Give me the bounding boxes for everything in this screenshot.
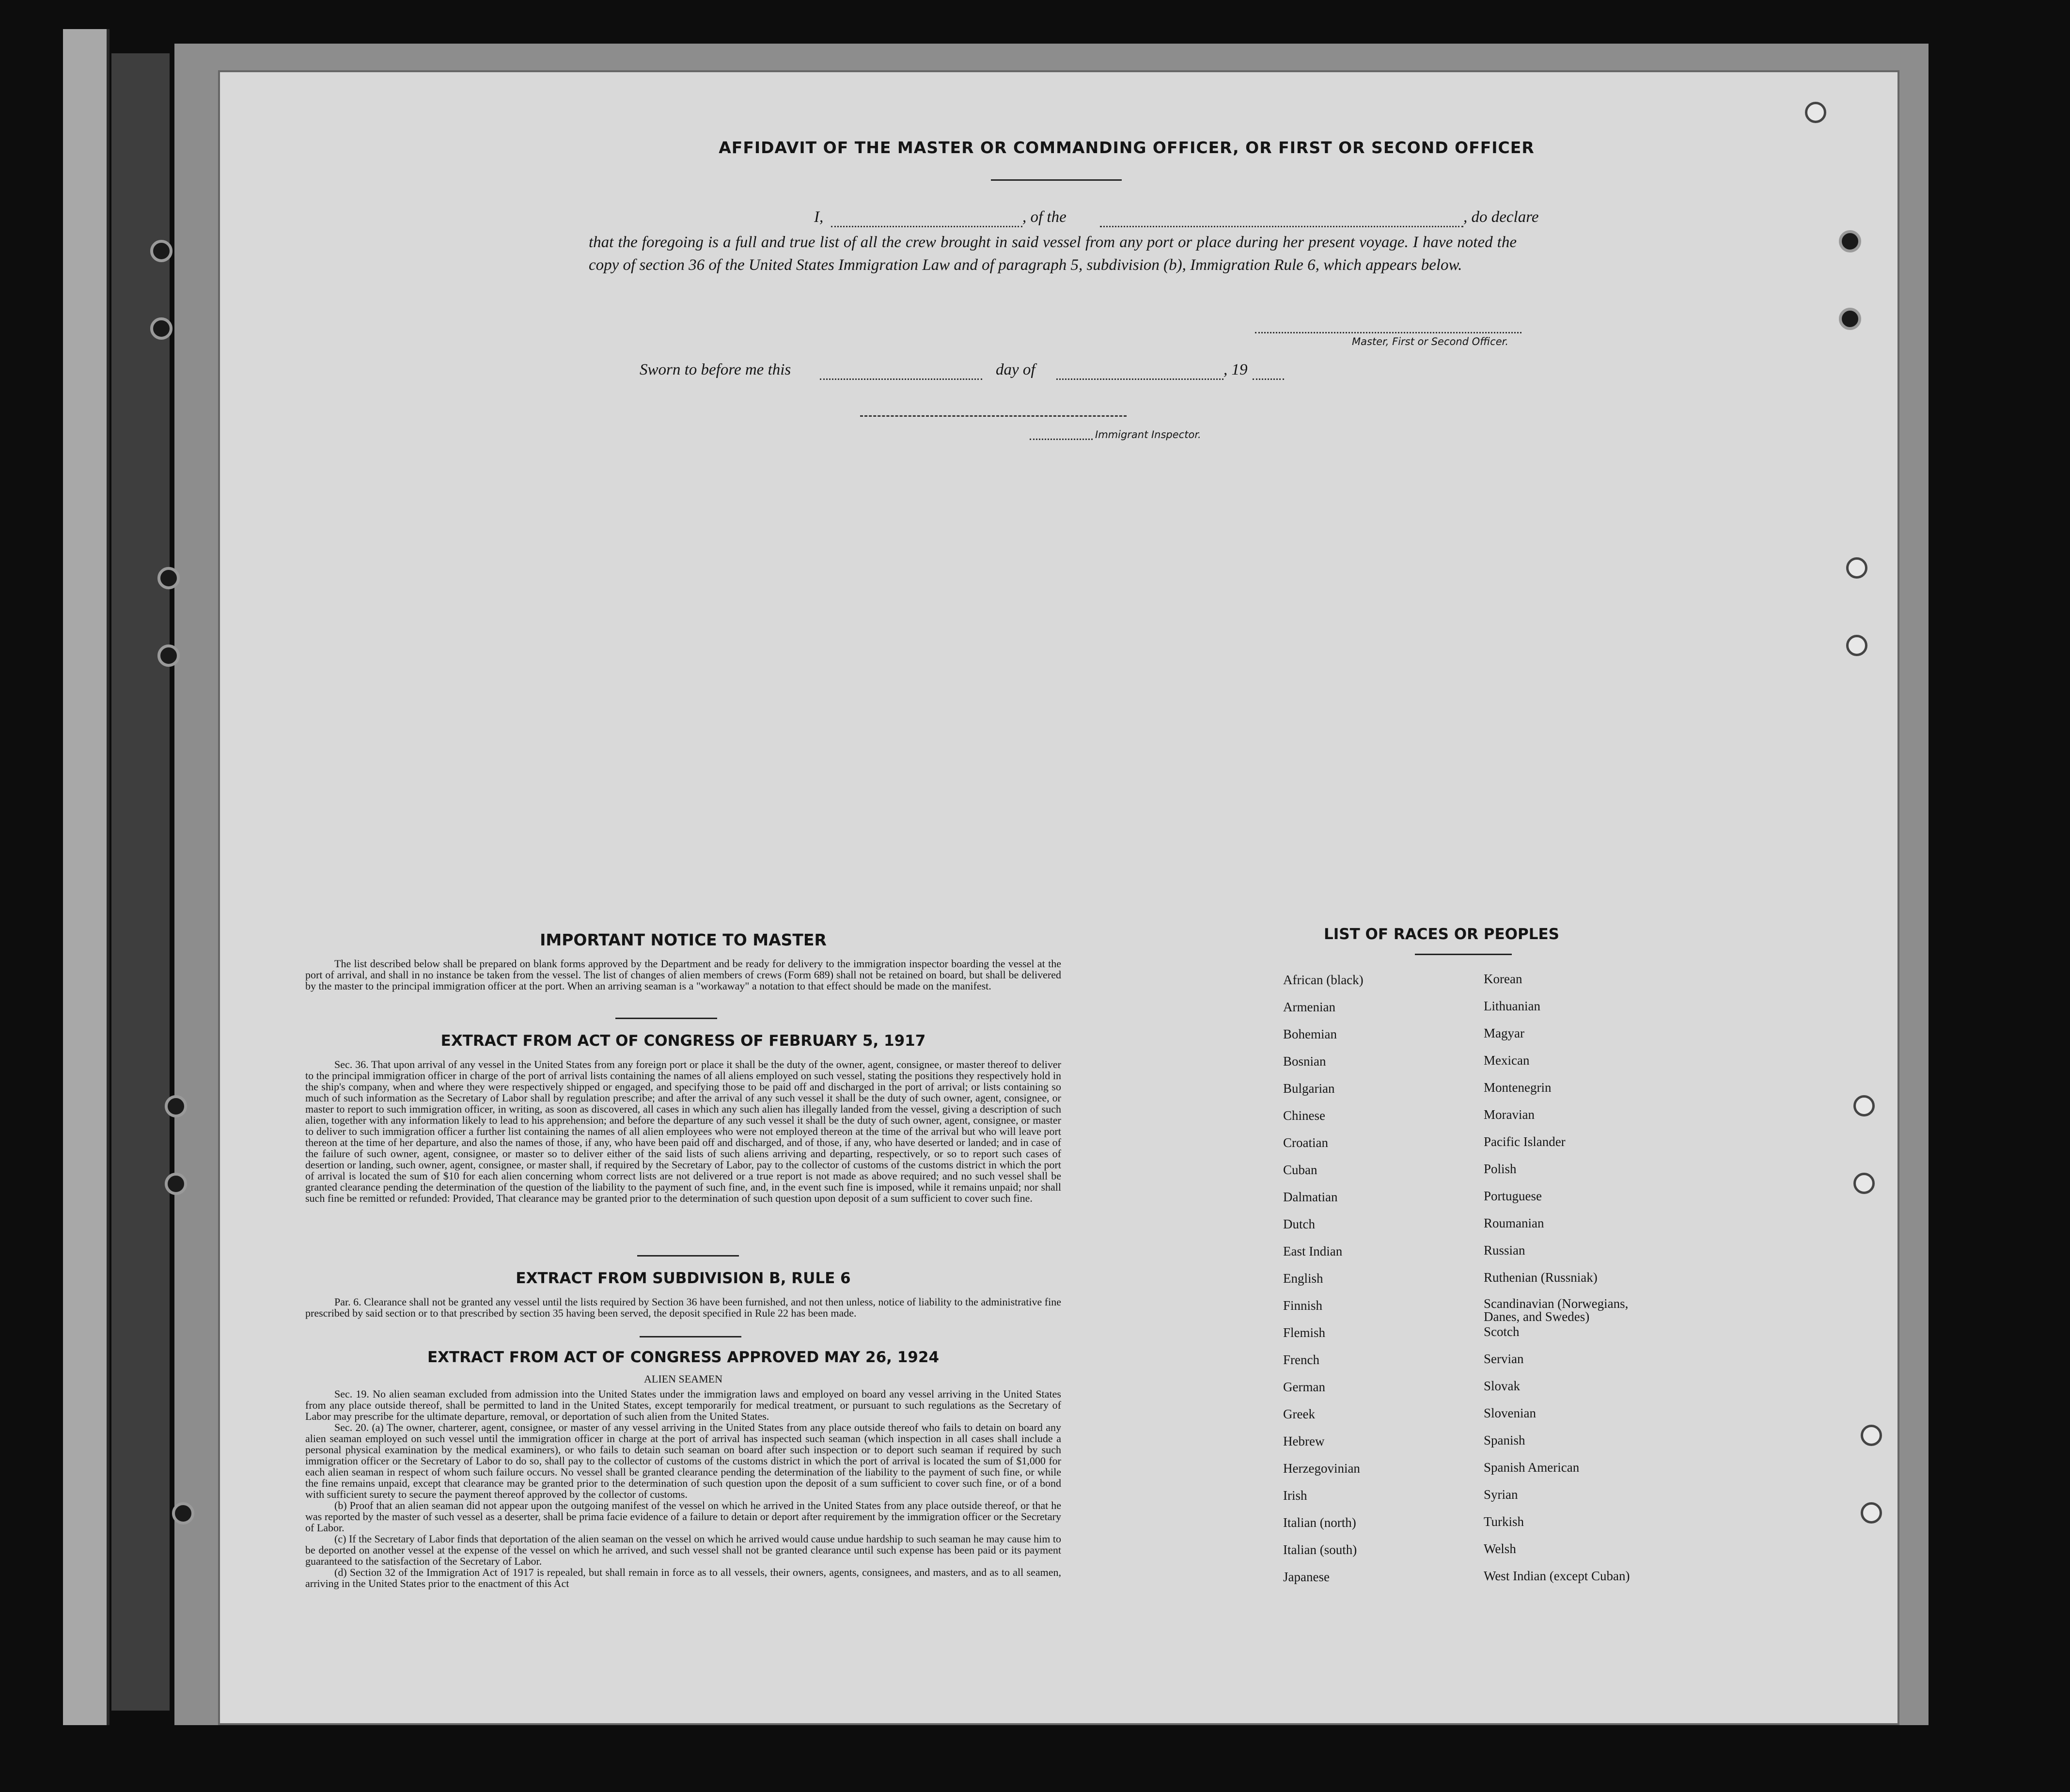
page-hole bbox=[1861, 1502, 1882, 1524]
extract-1924-body bbox=[305, 1388, 1061, 1589]
divider bbox=[991, 179, 1122, 181]
race-item: Irish bbox=[1283, 1488, 1307, 1503]
race-item: Servian bbox=[1484, 1352, 1524, 1366]
race-item: Cuban bbox=[1283, 1163, 1317, 1177]
race-item: Scandinavian (Norwegians, Danes, and Swedes) bbox=[1484, 1296, 1629, 1324]
race-item: Montenegrin bbox=[1484, 1080, 1552, 1095]
binder-hole bbox=[150, 317, 172, 340]
page-hole bbox=[1805, 102, 1826, 123]
divider bbox=[640, 1336, 741, 1337]
page-hole bbox=[1861, 1425, 1882, 1446]
race-item: Korean bbox=[1484, 972, 1522, 986]
race-item: West Indian (except Cuban) bbox=[1484, 1569, 1630, 1583]
inspector-line bbox=[860, 415, 1127, 417]
race-item: Syrian bbox=[1484, 1487, 1518, 1502]
races-left-column bbox=[1283, 973, 1364, 1597]
race-item: Bosnian bbox=[1283, 1054, 1326, 1069]
affidavit-of-the: , of the bbox=[1022, 208, 1066, 226]
race-item: Turkish bbox=[1484, 1514, 1524, 1529]
affidavit-body: that the foregoing is a full and true list of all the crew brought in said vessel from any port or place during her present voyage. I have noted the copy of section 36 of the United States Immigration Law and of paragraph 5, subdivision (b), Immigration Rule 6, which appears below. bbox=[589, 234, 1517, 274]
race-item: English bbox=[1283, 1271, 1323, 1286]
page-hole bbox=[1839, 308, 1861, 330]
race-item: Polish bbox=[1484, 1162, 1517, 1176]
notice-title: IMPORTANT NOTICE TO MASTER bbox=[540, 930, 827, 949]
binder-hole bbox=[165, 1173, 187, 1195]
race-item: East Indian bbox=[1283, 1244, 1343, 1258]
race-item: Dutch bbox=[1283, 1217, 1315, 1231]
race-item: German bbox=[1283, 1380, 1325, 1394]
race-item: Herzegovinian bbox=[1283, 1461, 1360, 1476]
notice-body bbox=[305, 958, 1061, 991]
affidavit-declare: , do declare bbox=[1463, 208, 1539, 226]
extract-rule6-title: EXTRACT FROM SUBDIVISION B, RULE 6 bbox=[516, 1270, 851, 1287]
year-blank bbox=[1253, 378, 1284, 380]
race-item: Pacific Islander bbox=[1484, 1134, 1566, 1149]
binder-hole bbox=[165, 1095, 187, 1117]
race-item: Dalmatian bbox=[1283, 1190, 1338, 1204]
races-right-column bbox=[1484, 972, 1658, 1596]
affidavit-title: AFFIDAVIT OF THE MASTER OR COMMANDING OFFICER, OR FIRST OR SECOND OFFICER bbox=[719, 138, 1535, 157]
alien-seamen-subtitle: ALIEN SEAMEN bbox=[644, 1373, 722, 1385]
race-item: Mexican bbox=[1484, 1053, 1530, 1068]
race-item: Hebrew bbox=[1283, 1434, 1325, 1448]
binder-hole bbox=[172, 1502, 194, 1525]
race-item: Spanish bbox=[1484, 1433, 1525, 1447]
binder-strip bbox=[63, 29, 110, 1725]
race-item: French bbox=[1283, 1352, 1319, 1367]
manifest-page bbox=[218, 70, 1899, 1725]
signature-line bbox=[1255, 332, 1521, 333]
binder-hole bbox=[157, 567, 180, 589]
race-item: Flemish bbox=[1283, 1325, 1326, 1340]
signature-caption: Master, First or Second Officer. bbox=[1352, 336, 1509, 347]
race-item: Welsh bbox=[1484, 1541, 1516, 1556]
race-item: African (black) bbox=[1283, 973, 1364, 987]
page-hole bbox=[1846, 557, 1867, 579]
race-item: Spanish American bbox=[1484, 1460, 1580, 1475]
race-item: Slovenian bbox=[1484, 1406, 1536, 1420]
race-item: Scotch bbox=[1484, 1324, 1520, 1339]
extract-rule6-body bbox=[305, 1296, 1061, 1319]
race-item: Bulgarian bbox=[1283, 1081, 1335, 1096]
race-item: Chinese bbox=[1283, 1108, 1325, 1123]
race-item: Lithuanian bbox=[1484, 999, 1540, 1013]
race-item: Slovak bbox=[1484, 1379, 1521, 1393]
page-hole bbox=[1846, 635, 1867, 656]
race-item: Russian bbox=[1484, 1243, 1525, 1258]
race-item: Italian (south) bbox=[1283, 1542, 1357, 1557]
sworn-year: , 19 bbox=[1223, 361, 1248, 378]
race-item: Ruthenian (Russniak) bbox=[1484, 1270, 1598, 1285]
sec-20d-text: (d) Section 32 of the Immigration Act of 1917 is repealed, but shall remain in force as to all vessels, their owners, agents, consignees, and masters, and as to all seamen, arriving in the United States prior to the enactment of this Act bbox=[305, 1566, 1061, 1589]
name-blank bbox=[831, 226, 1022, 227]
month-blank bbox=[1056, 378, 1223, 380]
extract-1924-title: EXTRACT FROM ACT OF CONGRESS APPROVED MAY 26, 1924 bbox=[427, 1349, 940, 1366]
affidavit-i: I, bbox=[814, 208, 824, 226]
race-item: Japanese bbox=[1283, 1570, 1330, 1584]
sworn-prefix: Sworn to before me this bbox=[640, 361, 791, 378]
sec-20c-text: (c) If the Secretary of Labor finds that deportation of the alien seaman on the vessel on which he arrived would cause undue hardship to such seaman he may cause him to be deported on another vessel at the expense of the vessel on which he arrived, and such vessel shall not be granted clearance until such expense has been paid or its payment guaranteed to the satisfaction of the Secretary of Labor. bbox=[305, 1533, 1061, 1567]
page-hole bbox=[1839, 230, 1861, 252]
divider bbox=[615, 1018, 717, 1019]
page-hole bbox=[1853, 1095, 1875, 1116]
inspector-dots bbox=[1030, 439, 1093, 440]
sec-20a-text: Sec. 20. (a) The owner, charterer, agent, consignee, or master of any vessel arriving in the United States from any place outside thereof who fails to detain on board any alien seaman employed on such vessel until the immigration officer in charge at the port of arrival has inspected such seaman (which inspection in all cases shall include a personal physical examination by the medical examiners), or who fails to detain such seaman on board after such inspection or to deport such seaman if required by such immigration officer or the Secretary of Labor to do so, shall pay to the collector of customs of the customs district in which the port of arrival is located the sum of $1,000 for each alien seaman in respect of whom such failure occurs. No vessel shall be granted clearance pending the determination of the liability to the payment of such fine, or while the fine remains unpaid, except that clearance may be granted prior to the determination of such question upon the deposit of a sum sufficient to cover such fine, or of a bond with sufficient surety to secure the payment thereof approved by the collector of customs. bbox=[305, 1421, 1061, 1500]
race-item: Roumanian bbox=[1484, 1216, 1544, 1230]
extract-1917-title: EXTRACT FROM ACT OF CONGRESS OF FEBRUARY 5, 1917 bbox=[440, 1032, 926, 1050]
day-blank bbox=[820, 378, 982, 380]
inspector-caption: Immigrant Inspector. bbox=[1095, 429, 1201, 440]
race-item: Croatian bbox=[1283, 1135, 1328, 1150]
sworn-day: day of bbox=[996, 361, 1035, 378]
race-item: Magyar bbox=[1484, 1026, 1524, 1040]
race-item: Armenian bbox=[1283, 1000, 1335, 1014]
divider bbox=[1415, 954, 1512, 955]
page-hole bbox=[1853, 1173, 1875, 1194]
race-item: Italian (north) bbox=[1283, 1515, 1356, 1530]
affidavit-line1 bbox=[589, 208, 1740, 231]
race-item: Portuguese bbox=[1484, 1189, 1542, 1203]
race-item: Greek bbox=[1283, 1407, 1315, 1421]
divider bbox=[637, 1255, 739, 1257]
race-item: Finnish bbox=[1283, 1298, 1323, 1313]
notice-paragraph: The list described below shall be prepared on blank forms approved by the Department and be ready for delivery to the immigration inspector boarding the vessel at the port of arrival, and shall in no instance be taken from the vessel. The list of changes of alien members of crews (Form 689) shall not be retained on board, but shall be delivered by the master to the principal immigration officer at the port. When an arriving seaman is a "workaway" a notation to that effect should be made on the manifest. bbox=[305, 958, 1061, 992]
binder-hole bbox=[157, 644, 180, 667]
paragraph-6-text: Par. 6. Clearance shall not be granted any vessel until the lists required by Section 36 have been furnished, and not then unless, notice of liability to the administrative fine prescribed by said section or to that prescribed by section 35 having been served, the deposit specified in Rule 22 has been made. bbox=[305, 1296, 1061, 1319]
race-item: Moravian bbox=[1484, 1107, 1535, 1122]
sec-19-text: Sec. 19. No alien seaman excluded from admission into the United States under the immigration laws and employed on board any vessel arriving in the United States from any place outside thereof, shall be permitted to land in the United States, except temporarily for medical treatment, or pursuant to such regulations as the Secretary of Labor may prescribe for the ultimate departure, removal, or deportation of such alien from the United States. bbox=[305, 1388, 1061, 1422]
sworn-line bbox=[640, 361, 1512, 384]
binder-hole bbox=[150, 240, 172, 262]
race-item: Bohemian bbox=[1283, 1027, 1337, 1041]
races-title: LIST OF RACES OR PEOPLES bbox=[1323, 926, 1560, 943]
binder-backing bbox=[111, 53, 170, 1711]
vessel-blank bbox=[1100, 226, 1463, 227]
sec-20b-text: (b) Proof that an alien seaman did not appear upon the outgoing manifest of the vessel on which he arrived in the United States from any place outside thereof, or that he was reported by the master of such vessel as a deserter, shall be prima facie evidence of a failure to detain or deport after requirement by the immigration officer or the Secretary of Labor. bbox=[305, 1499, 1061, 1534]
extract-1917-body bbox=[305, 1059, 1061, 1204]
section-36-text: Sec. 36. That upon arrival of any vessel in the United States from any foreign port or place it shall be the duty of the owner, agent, consignee, or master thereof to deliver to the principal immigration officer in charge of the port of arrival lists containing the names of all aliens employed on such vessel, stating the positions they respectively hold in the ship's company, when and where they were respectively shipped or engaged, and specifying those to be paid off and discharged in the port of arrival; or lists containing so much of such information as the Secretary of Labor shall by regulation prescribe; and after the arrival of any such vessel it shall be the duty of such owner, agent, consignee, or master to report to such immigration officer, in writing, as soon as discovered, all cases in which any such alien has illegally landed from the vessel, giving a description of such alien, together with any information likely to lead to his apprehension; and before the departure of any such vessel it shall be the duty of such owner, agent, consignee, or master to deliver to such immigration officer a further list containing the names of all alien employees who were not employed thereon at the time of the arrival but who will leave port thereon at the time of her departure, and also the names of those, if any, who have been paid off and discharged, and of those, if any, who have deserted or landed; and in case of the failure of such owner, agent, consignee, or master so to deliver either of the said lists of such aliens arriving and departing, respectively, or so to report such cases of desertion or landing, such owner, agent, consignee, or master shall, if required by the Secretary of Labor, pay to the collector of customs of the customs district in which the port of arrival is located the sum of $10 for each alien concerning whom correct lists are not delivered or a true report is not made as above required; and no such vessel shall be granted clearance pending the determination of the question of the liability to the payment of such fine, and, in the event such fine is imposed, while it remains unpaid; nor shall such fine be remitted or refunded: Provided, That clearance may be granted prior to the determination of such question upon deposit of a sum sufficient to cover such fine. bbox=[305, 1058, 1061, 1204]
